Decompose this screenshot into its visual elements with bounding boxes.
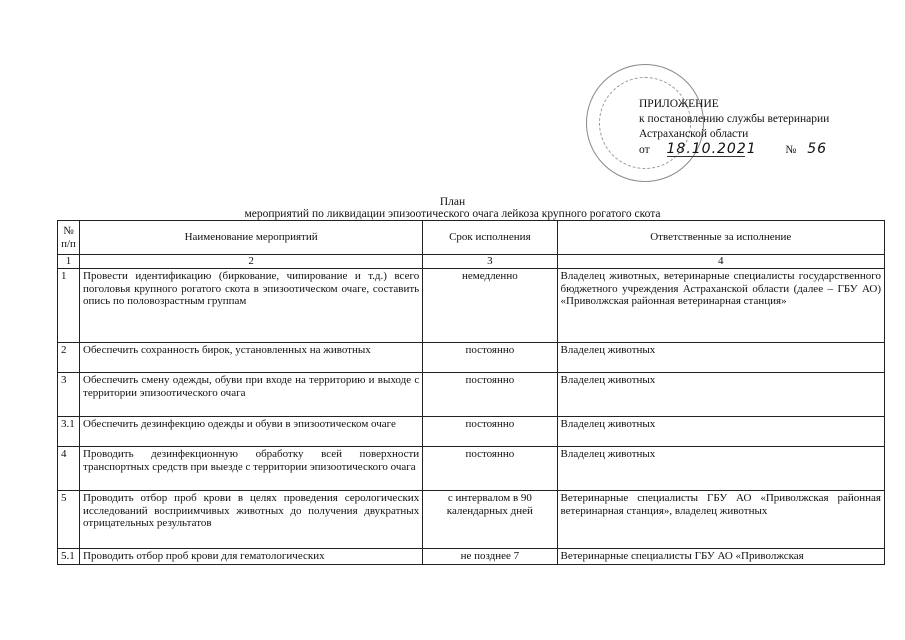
row-num: 3 xyxy=(58,373,80,417)
row-activity: Проводить дезинфекционную обработку всей поверхности транспортных средств при выезде с территории эпизоотического очага xyxy=(80,447,423,491)
handwritten-date: 18.10.2021 xyxy=(666,141,757,157)
row-num: 3.1 xyxy=(58,417,80,447)
column-number: 3 xyxy=(423,255,557,269)
row-responsible: Ветеринарные специалисты ГБУ АО «Приволжская районная ветеринарная станция», владелец животных xyxy=(557,491,884,549)
header-num: № п/п xyxy=(58,221,80,255)
appendix-date-line xyxy=(639,142,829,158)
row-activity: Провести идентификацию (биркование, чипирование и т.д.) всего поголовья крупного рогатого скота в эпизоотическом очаге, составить опись по половозрастным группам xyxy=(80,269,423,343)
table-row xyxy=(58,447,885,491)
table-row xyxy=(58,491,885,549)
appendix-line-2: Астраханской области xyxy=(639,128,749,140)
appendix-block xyxy=(639,97,829,158)
row-activity: Обеспечить смену одежды, обуви при входе на территорию и выходе с территории эпизоотического очага xyxy=(80,373,423,417)
row-term: не позднее 7 xyxy=(423,549,557,565)
row-num: 5 xyxy=(58,491,80,549)
table-row xyxy=(58,549,885,565)
row-term: постоянно xyxy=(423,373,557,417)
appendix-title: ПРИЛОЖЕНИЕ xyxy=(639,98,719,110)
row-activity: Обеспечить дезинфекцию одежды и обуви в эпизоотическом очаге xyxy=(80,417,423,447)
row-responsible: Владелец животных xyxy=(557,343,884,373)
row-term: постоянно xyxy=(423,343,557,373)
table-row xyxy=(58,343,885,373)
column-number-row xyxy=(58,255,885,269)
row-activity: Обеспечить сохранность бирок, установленных на животных xyxy=(80,343,423,373)
column-number: 1 xyxy=(58,255,80,269)
row-term: немедленно xyxy=(423,269,557,343)
handwritten-number: 56 xyxy=(807,141,828,157)
date-prefix: от xyxy=(639,144,650,156)
row-term: с интервалом в 90 календарных дней xyxy=(423,491,557,549)
row-activity: Проводить отбор проб крови для гематологических xyxy=(80,549,423,565)
table-row xyxy=(58,269,885,343)
appendix-line-1: к постановлению службы ветеринарии xyxy=(639,113,830,125)
document-subtitle: мероприятий по ликвидации эпизоотического очага лейкоза крупного рогатого скота xyxy=(244,208,661,220)
header-term: Срок исполнения xyxy=(423,221,557,255)
row-responsible: Владелец животных, ветеринарные специалисты государственного бюджетного учреждения Астраханской области (далее – ГБУ АО) «Приволжская районная ветеринарная станция» xyxy=(557,269,884,343)
document-title: План xyxy=(439,196,466,208)
table-row xyxy=(58,373,885,417)
row-activity: Проводить отбор проб крови в целях проведения серологических исследований восприимчивых животных до получения двукратных отрицательных результатов xyxy=(80,491,423,549)
column-number: 4 xyxy=(557,255,884,269)
row-responsible: Владелец животных xyxy=(557,417,884,447)
row-num: 2 xyxy=(58,343,80,373)
row-responsible: Владелец животных xyxy=(557,447,884,491)
row-num: 4 xyxy=(58,447,80,491)
row-term: постоянно xyxy=(423,417,557,447)
table-row xyxy=(58,417,885,447)
row-term: постоянно xyxy=(423,447,557,491)
row-num: 5.1 xyxy=(58,549,80,565)
document-heading xyxy=(0,196,905,220)
table-header-row xyxy=(58,221,885,255)
column-number: 2 xyxy=(80,255,423,269)
header-responsible: Ответственные за исполнение xyxy=(557,221,884,255)
number-label: № xyxy=(785,144,797,156)
row-responsible: Владелец животных xyxy=(557,373,884,417)
row-responsible: Ветеринарные специалисты ГБУ АО «Приволжская xyxy=(557,549,884,565)
row-num: 1 xyxy=(58,269,80,343)
measures-table xyxy=(57,220,885,565)
header-activity: Наименование мероприятий xyxy=(80,221,423,255)
